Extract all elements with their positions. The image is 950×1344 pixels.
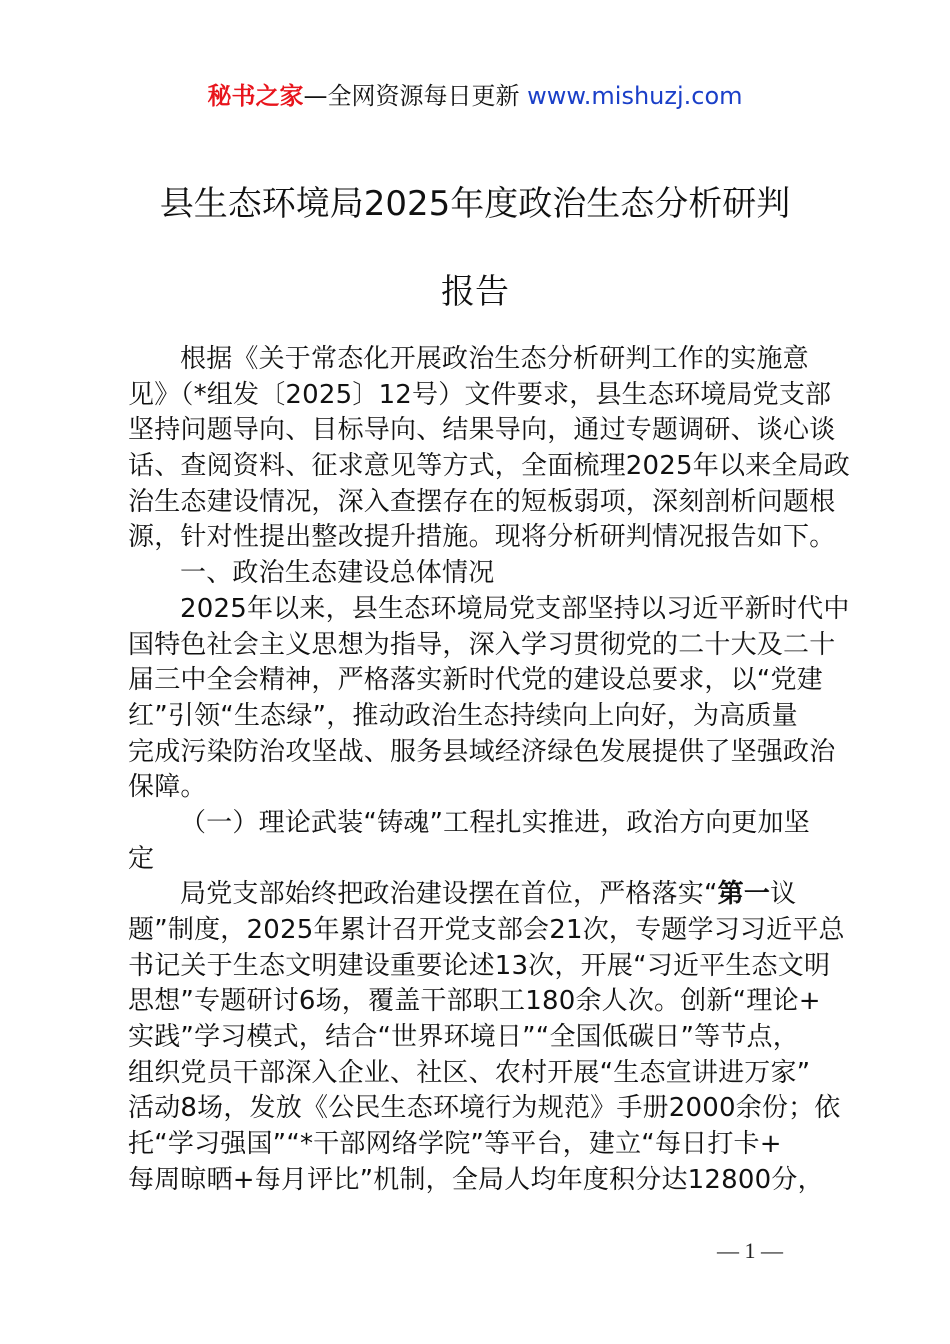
bold-emphasis: 第一 <box>717 879 771 910</box>
section-heading <box>128 556 838 592</box>
title-line: 县生态环境局2025年度政治生态分析研判 <box>159 184 791 224</box>
text-line: 活动8场，发放《公民生态环境行为规范》手册2000余份；依 <box>128 1093 841 1124</box>
text-line: 治生态建设情况，深入查摆存在的短板弱项，深刻剖析问题根 <box>128 486 836 517</box>
text-line: 托“学习强国”“*干部网络学院”等平台，建立“每日打卡+ <box>128 1129 782 1160</box>
text-line: 完成污染防治攻坚战、服务县域经济绿色发展提供了坚强政治 <box>128 736 836 767</box>
text-line: 源，针对性提出整改提升措施。现将分析研判情况报告如下。 <box>128 522 836 553</box>
text-line: 国特色社会主义思想为指导，深入学习贯彻党的二十大及二十 <box>128 629 836 660</box>
text-line: 书记关于生态文明建设重要论述13次，开展“习近平生态文明 <box>128 950 831 981</box>
text-line: 题”制度，2025年累计召开党支部会21次，专题学习习近平总 <box>128 915 845 945</box>
banner-slogan: —全网资源每日更新 <box>303 82 520 110</box>
intro-paragraph <box>128 342 850 556</box>
document-title <box>0 160 950 336</box>
banner-brand: 秘书之家 <box>207 82 304 110</box>
text-line: 保障。 <box>128 772 207 803</box>
text-line: 实践”学习模式，结合“世界环境日”“全国低碳日”等节点， <box>128 1022 799 1053</box>
text-line: 话、查阅资料、征求意见等方式，全面梳理2025年以来全局政 <box>128 451 850 482</box>
overview-paragraph <box>128 592 850 806</box>
document-body <box>128 342 850 1199</box>
heading-line: 定 <box>128 843 155 874</box>
text-line: 局党支部始终把政治建设摆在首位，严格落实“第一议 <box>180 879 797 910</box>
text-line: 2025年以来，县生态环境局党支部坚持以习近平新时代中 <box>180 593 850 624</box>
heading-line: （一）理论武装“铸魂”工程扎实推进，政治方向更加坚 <box>180 807 810 838</box>
text-line: 见》（*组发〔2025〕12号）文件要求，县生态环境局党支部 <box>128 379 832 410</box>
banner-url-link[interactable]: www.mishuzj.com <box>527 82 743 110</box>
text-line: 组织党员干部深入企业、社区、农村开展“生态宣讲进万家” <box>128 1057 811 1088</box>
text-line: 思想”专题研讨6场，覆盖干部职工180余人次。创新“理论+ <box>128 986 821 1017</box>
text-line: 届三中全会精神，严格落实新时代党的建设总要求，以“党建 <box>128 665 823 696</box>
text-line: 每周晾晒+每月评比”机制，全局人均年度积分达12800分， <box>128 1164 824 1195</box>
title-line: 报告 <box>441 272 509 312</box>
text-line: 根据《关于常态化开展政治生态分析研判工作的实施意 <box>180 344 809 374</box>
page-number: — 1 — <box>717 1238 783 1263</box>
text-line: 红”引领“生态绿”，推动政治生态持续向上向好，为高质量 <box>128 700 798 731</box>
subsection-heading <box>128 806 838 877</box>
heading-line: 一、政治生态建设总体情况 <box>180 558 495 589</box>
theory-paragraph <box>128 877 845 1198</box>
site-banner <box>0 80 950 112</box>
text-line: 坚持问题导向、目标导向、结果导向，通过专题调研、谈心谈 <box>128 415 836 446</box>
